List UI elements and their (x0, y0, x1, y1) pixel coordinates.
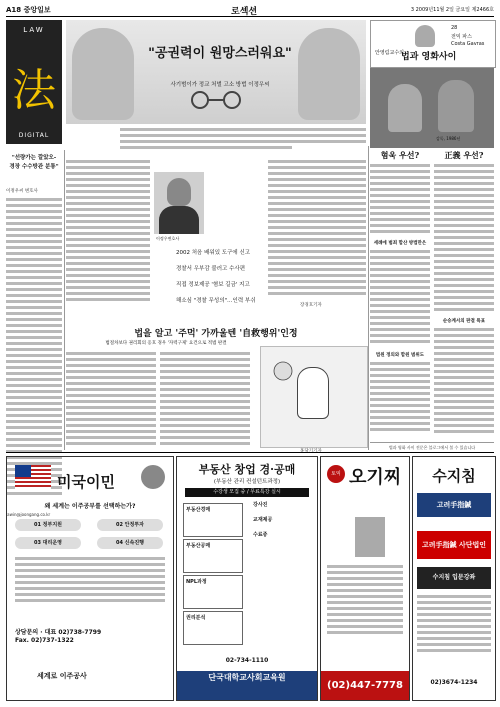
digital-label: DIGITAL (18, 132, 50, 139)
person-body (159, 206, 199, 234)
ad-title: 부동산 창업 경·공매 (198, 463, 296, 476)
article-body (370, 362, 430, 438)
key-points (176, 248, 264, 312)
page-number: A18 중앙일보 (6, 6, 51, 14)
ad-block: 고려手指鍼 사단법인 (417, 531, 491, 559)
right-headline-1: 혐욱 우선? (380, 150, 420, 160)
ad-feature: 02 안정투자 (97, 519, 163, 531)
ad-feature: 04 신속진행 (97, 537, 163, 549)
article-body (370, 250, 430, 346)
money-bag-icon (271, 357, 295, 381)
us-flag-icon (15, 465, 51, 489)
handcuffed-hands-photo (66, 20, 366, 124)
person-head (167, 178, 191, 206)
key-point: 경찰서 우부감 불러고 수사편 (176, 266, 246, 272)
article-body (370, 164, 430, 236)
column-divider (64, 150, 65, 450)
info-item: 수료증 (253, 532, 268, 538)
ad-company: 세계로 이주공사 (37, 672, 87, 680)
ad-body (417, 595, 491, 673)
right-headline-2: 正義 우선? (444, 150, 484, 160)
ad-block: 고려手指鍼 (417, 493, 491, 517)
cartoon-illustration (260, 346, 368, 448)
pull-quote (6, 154, 62, 172)
course-box: 부동산공매 (183, 539, 243, 573)
ad-feature: 01 정부지원 (15, 519, 81, 531)
ad-tagline: 왜 세계는 이주공부를 선택하는가? (44, 503, 136, 510)
course-box: 부동산경매 (183, 503, 243, 537)
second-subheadline: 법절차보다 권리회의 옹호 경우 '자력구제' 요건으로 적법 판결 (105, 341, 227, 346)
ad-fax: Fax. 02)737-1322 (15, 637, 74, 644)
headline-subtitle: 사기범이가 정교 처벌 고소 방법 이정우씨 (170, 82, 270, 88)
issue-date: 3 2009년11월 2일 금요일 제2466호 (410, 7, 494, 13)
immigration-ad[interactable] (6, 456, 174, 701)
ad-phone: 02)3674-1234 (430, 679, 478, 686)
ad-contact: 상담문의 · 대표 02)738-7799 (15, 629, 102, 636)
section-title: 로섹션 (231, 7, 258, 17)
ad-subtitle: (부동산 관리 컨설턴트과정) (213, 479, 281, 485)
byline: 장경호기자 (300, 303, 322, 308)
seal-icon (141, 465, 165, 489)
ad-body (327, 565, 403, 661)
author-email[interactable]: lawin@joongang.co.kr (6, 512, 51, 517)
key-point: 해소심 "경찰 무성의"…인력 부쉬 (176, 298, 256, 304)
handcuff-icon (186, 90, 246, 110)
course-box: NPL과정 (183, 575, 243, 609)
teacher-photo (355, 517, 385, 557)
author-avatar (415, 25, 435, 47)
actor-figure (388, 84, 422, 132)
real-estate-ad[interactable] (176, 456, 318, 701)
movie-still-photo (370, 68, 494, 148)
key-point: 직접 정보제공 '혐보 길금' 지고 (176, 282, 250, 288)
column-profile (370, 20, 496, 68)
byline: 이정우씨 변호사 (6, 189, 38, 194)
column-footer: 법과 영화 사이 전문은 블로그에서 볼 수 있습니다 (370, 442, 494, 451)
hand-acupuncture-ad[interactable] (412, 456, 496, 701)
article-body (434, 328, 494, 438)
actor-figure (438, 80, 474, 132)
ad-separator (6, 452, 494, 453)
toeic-ad[interactable] (320, 456, 410, 701)
ad-badge: 토익 (327, 465, 345, 483)
lead-paragraph (120, 128, 366, 158)
ad-title: 수지침 (432, 467, 476, 485)
article-body (160, 352, 250, 450)
headline-title: "공권력이 원망스러워요" (148, 46, 292, 61)
law-hanja: 法 (12, 65, 56, 116)
ad-body (15, 557, 165, 617)
law-label: LAW (23, 26, 45, 34)
pull-quote-line: 경장 수수방관 분통" (9, 164, 59, 170)
portrait-caption: 이정우변호사 (156, 236, 180, 241)
article-body (66, 160, 150, 310)
director-name: 전익 파스 (451, 34, 472, 40)
column-number: 28 (451, 25, 458, 31)
right-subhead: 세례에 범죄 합산 방법만은 (373, 241, 427, 246)
article-body (66, 352, 156, 450)
column-name: 법과 영화사이 (401, 52, 457, 62)
page-header (6, 4, 494, 17)
pull-quote-line: "선량가는 깔았오- (11, 155, 57, 161)
ad-title: 오기찌 (349, 467, 402, 488)
column-divider (368, 146, 369, 450)
ad-institute: 단국대학교사회교육원 (177, 671, 317, 700)
article-body (434, 164, 494, 314)
course-box: 권리분석 (183, 611, 243, 645)
info-item: 교재제공 (253, 517, 273, 523)
article-body (268, 160, 366, 310)
key-point: 2002 처음 배워있 도구에 신고 (176, 250, 251, 256)
law-digital-logo (6, 20, 62, 144)
right-subhead: 법원 정의와 합원 범위도 (375, 353, 425, 358)
info-item: 강사진 (253, 502, 268, 508)
ad-title: 미국이민 (57, 473, 115, 491)
ad-feature: 03 대리운영 (15, 537, 81, 549)
ad-banner: 수강생 모집 중 / 무료특강 실시 (185, 488, 309, 497)
lawyer-portrait (154, 172, 204, 234)
right-subhead: 순숭계서의 판결 특표 (442, 319, 486, 324)
cartoon-man (297, 367, 329, 419)
ad-phone: 02-734-1110 (225, 657, 269, 664)
second-headline: 법을 알고 '주먹' 가까울텐 '自救행위'인정 (134, 329, 298, 339)
ad-phone: (02)447-7778 (321, 671, 409, 700)
director-name-en: Costa Gavras (451, 41, 485, 47)
column-author: 안영림교수의 (375, 50, 404, 56)
ad-block: 수지침 입문강좌 (417, 567, 491, 589)
movie-role: 감독, 1986년 (436, 136, 461, 141)
ad-info (253, 501, 311, 601)
